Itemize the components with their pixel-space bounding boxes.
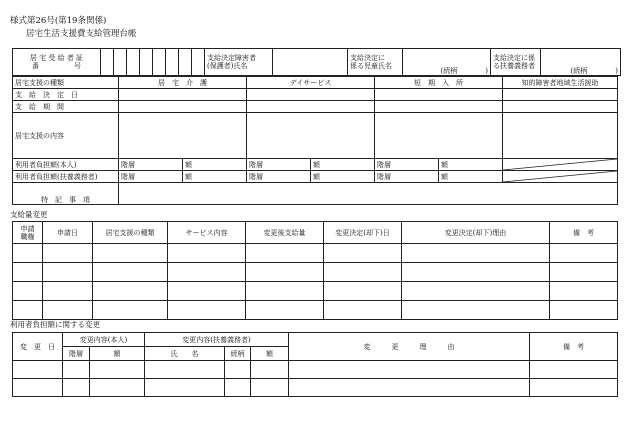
burden-section-heading: 利用者負担額に関する変更	[10, 320, 100, 329]
col-day-service: デイサービス	[247, 77, 375, 89]
group-home-burden-support-crossed	[503, 171, 618, 183]
recipient-number-digit[interactable]	[127, 49, 140, 76]
table-row	[13, 361, 618, 379]
recipient-number-digit[interactable]	[192, 49, 205, 76]
table-row	[13, 263, 618, 282]
amount-label: 額	[311, 171, 375, 183]
service-table	[12, 76, 618, 205]
table-row	[13, 282, 618, 301]
notes-field[interactable]	[119, 183, 618, 205]
self-tier-header: 階層	[63, 347, 90, 361]
tier-label: 階層	[247, 171, 311, 183]
recipient-number-digit[interactable]	[179, 49, 192, 76]
supporter-name-header: 氏 名	[145, 347, 225, 361]
child-name-label: 支給決定に 係る児童氏名	[348, 49, 403, 76]
group-home-period[interactable]	[503, 101, 618, 113]
home-care-content[interactable]	[119, 113, 247, 159]
period-label: 支 給 期 間	[13, 101, 119, 113]
supporter-name-field[interactable]: (続柄 )	[541, 49, 621, 76]
group-home-burden-self-crossed	[503, 159, 618, 171]
table-row	[13, 379, 618, 397]
req-type-header: 申請 職権	[13, 222, 43, 244]
group-home-content[interactable]	[503, 113, 618, 159]
decided-person-name-field[interactable]	[273, 49, 348, 76]
change-reason-header: 変 更 理 由	[289, 333, 530, 361]
new-amount-header: 変更後支給量	[246, 222, 324, 244]
reason-header: 変更決定(却下)理由	[402, 222, 550, 244]
service-content-header: サービス内容	[168, 222, 246, 244]
col-home-care: 居 宅 介 護	[119, 77, 247, 89]
home-care-decision-date[interactable]	[119, 89, 247, 101]
diagonal-line-icon	[503, 159, 617, 170]
amount-label: 額	[311, 159, 375, 171]
amount-label: 額	[183, 171, 247, 183]
page-title: 居宅生活支援費支給管理台帳	[26, 29, 137, 39]
burden-self-label: 利用者負担額(本人)	[13, 159, 119, 171]
tier-label: 階層	[375, 159, 439, 171]
amount-label: 額	[439, 159, 503, 171]
decision-date-label: 支 給 決 定 日	[13, 89, 119, 101]
table-row	[13, 301, 618, 320]
recipient-number-digit[interactable]	[114, 49, 127, 76]
burden-remarks-header: 備 考	[530, 333, 618, 361]
col-group-home: 知的障害者地域生活援助	[503, 77, 618, 89]
supporter-change-header: 変更内容(扶養義務者)	[145, 333, 289, 347]
recipient-number-digit[interactable]	[153, 49, 166, 76]
short-stay-decision-date[interactable]	[375, 89, 503, 101]
change-table	[12, 221, 618, 320]
supporter-relation-header: 続柄	[225, 347, 251, 361]
self-change-header: 変更内容(本人)	[63, 333, 145, 347]
change-date-header: 変 更 日	[13, 333, 63, 361]
req-date-header: 申請日	[43, 222, 93, 244]
tier-label: 階層	[119, 159, 183, 171]
tier-label: 階層	[375, 171, 439, 183]
notes-label: 特 記 事 項	[13, 183, 119, 205]
group-home-decision-date[interactable]	[503, 89, 618, 101]
burden-change-table	[12, 332, 618, 397]
change-section-heading: 支給量変更	[10, 210, 48, 219]
form-number: 様式第26号(第19条関係)	[10, 16, 107, 26]
tier-label: 階層	[247, 159, 311, 171]
tier-label: 階層	[119, 171, 183, 183]
burden-support-label: 利用者負担額(扶養義務者)	[13, 171, 119, 183]
recipient-info-table	[12, 48, 621, 76]
amount-label: 額	[439, 171, 503, 183]
support-type-label: 居宅支援の種類	[13, 77, 119, 89]
self-amount-header: 額	[90, 347, 145, 361]
diagonal-line-icon	[503, 171, 617, 182]
recipient-number-label: 居 宅 受 給 者 証 番 号	[13, 49, 101, 76]
recipient-number-digit[interactable]	[140, 49, 153, 76]
day-service-period[interactable]	[247, 101, 375, 113]
day-service-content[interactable]	[247, 113, 375, 159]
short-stay-period[interactable]	[375, 101, 503, 113]
decided-person-label: 支給決定障害者 (保護者)氏名	[205, 49, 273, 76]
recipient-number-digit[interactable]	[166, 49, 179, 76]
supporter-amount-header: 額	[251, 347, 289, 361]
day-service-decision-date[interactable]	[247, 89, 375, 101]
supporter-label: 支給決定に係 る扶養義務者	[491, 49, 541, 76]
amount-label: 額	[183, 159, 247, 171]
support-type-header: 居宅支援の種類	[93, 222, 168, 244]
table-row	[13, 244, 618, 263]
col-short-stay: 短 期 入 所	[375, 77, 503, 89]
recipient-number-digit[interactable]	[101, 49, 114, 76]
decision-date-header: 変更決定(却下)日	[324, 222, 402, 244]
child-name-field[interactable]: (続柄 )	[403, 49, 491, 76]
remarks-header: 備 考	[550, 222, 618, 244]
content-label: 居宅支援の内容	[13, 113, 119, 159]
home-care-period[interactable]	[119, 101, 247, 113]
short-stay-content[interactable]	[375, 113, 503, 159]
